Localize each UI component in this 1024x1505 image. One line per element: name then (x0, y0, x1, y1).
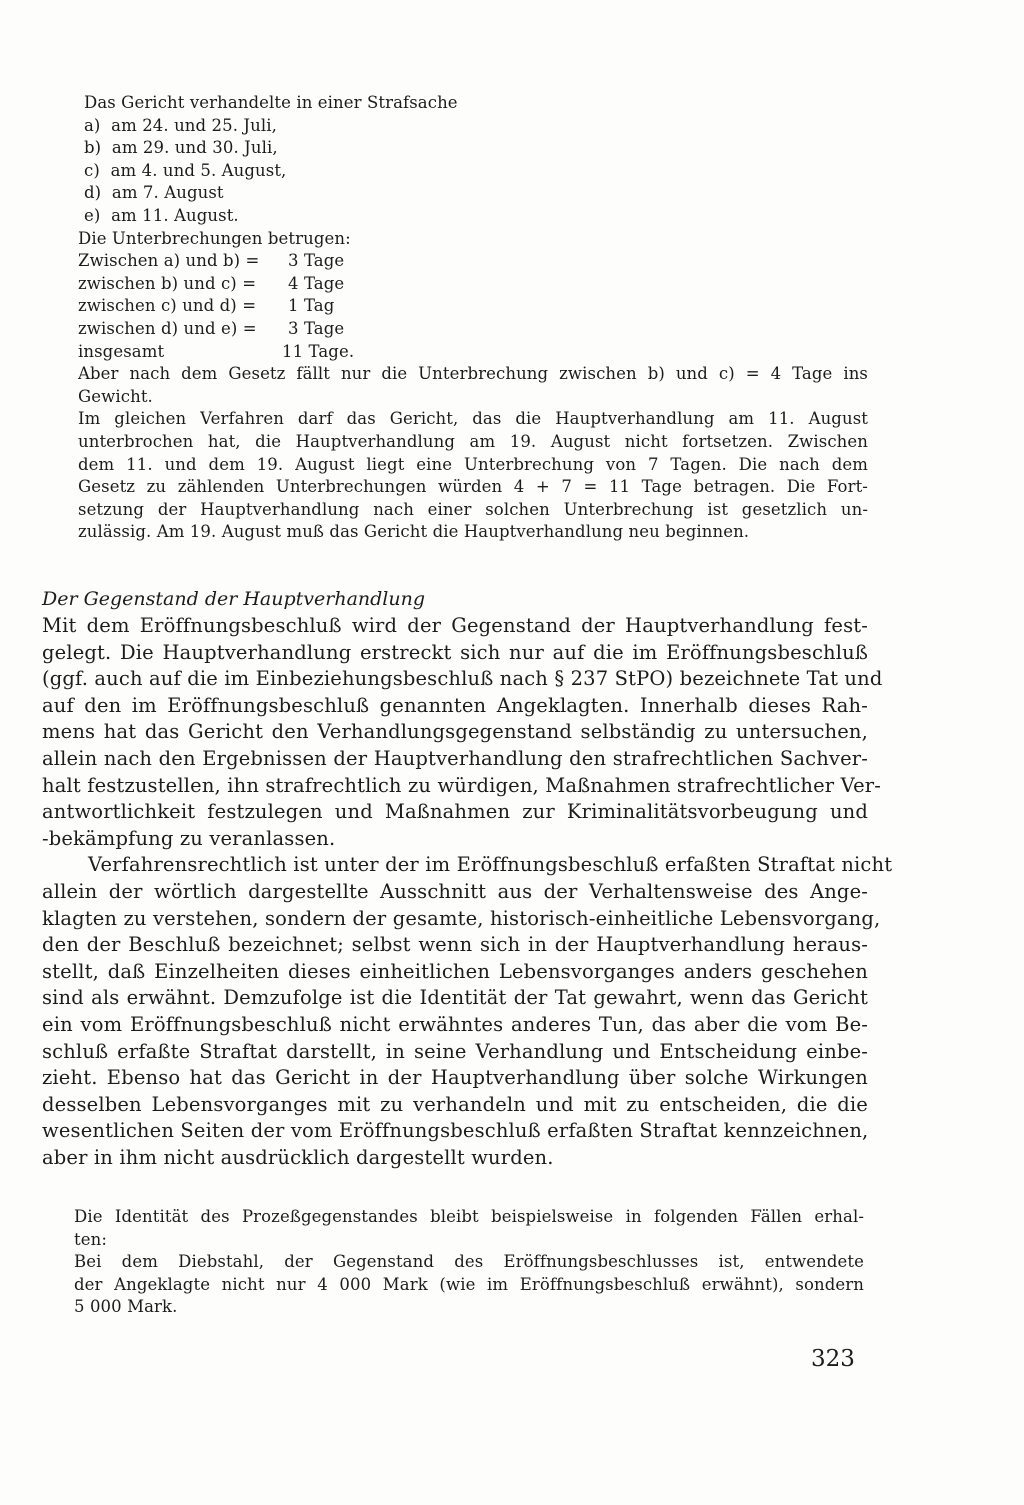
same-procedure-line: zulässig. Am 19. August muß das Gericht die Hauptverhandlung neu beginnen. (78, 522, 750, 542)
interruption-label: Zwischen a) und b) = (78, 251, 260, 271)
example-intro: Das Gericht verhandelte in einer Strafsache (84, 93, 458, 112)
identity-note-line: der Angeklagte nicht nur 4 000 Mark (wie im Eröffnungsbeschluß erwähnt), sondern (74, 1274, 864, 1294)
law-note-line: Aber nach dem Gesetz fällt nur die Unterbrechung zwischen b) und c) = 4 Tage ins (78, 364, 868, 384)
paragraph-line: zieht. Ebenso hat das Gericht in der Hauptverhandlung über solche Wirkungen (42, 1066, 868, 1090)
paragraph-line: mens hat das Gericht den Verhandlungsgegenstand selbständig zu untersuchen, (42, 720, 868, 744)
paragraph-line: Verfahrensrechtlich ist unter der im Eröffnungsbeschluß erfaßten Straftat nicht (88, 853, 893, 877)
page-number: 323 (811, 1346, 855, 1372)
interruption-value: 3 Tage (288, 251, 345, 271)
paragraph-line: Mit dem Eröffnungsbeschluß wird der Gegenstand der Hauptverhandlung fest- (42, 614, 868, 637)
interruption-total-value: 11 Tage. (282, 341, 355, 361)
paragraph-line: -bekämpfung zu veranlassen. (42, 826, 336, 850)
paragraph-line: halt festzustellen, ihn strafrechtlich zu würdigen, Maßnahmen strafrechtlicher Ver- (42, 773, 881, 797)
date-item: a) am 24. und 25. Juli, (84, 115, 277, 135)
same-procedure-line: Im gleichen Verfahren darf das Gericht, das die Hauptverhandlung am 11. August (78, 409, 868, 429)
section-heading: Der Gegenstand der Hauptverhandlung (42, 588, 426, 610)
paragraph-line: (ggf. auch auf die im Einbeziehungsbeschluß nach § 237 StPO) bezeichnete Tat und (42, 667, 883, 691)
paragraph-line: schluß erfaßte Straftat darstellt, in seine Verhandlung und Entscheidung einbe- (42, 1039, 868, 1063)
paragraph-line: desselben Lebensvorganges mit zu verhandeln und mit zu entscheiden, die die (42, 1092, 868, 1116)
same-procedure-line: unterbrochen hat, die Hauptverhandlung am 19. August nicht fortsetzen. Zwischen (78, 431, 868, 451)
section-body (42, 613, 893, 1171)
paragraph-line: allein der wörtlich dargestellte Ausschnitt aus der Verhaltensweise des Ange- (42, 879, 868, 903)
date-item: c) am 4. und 5. August, (84, 160, 287, 180)
paragraph-line: gelegt. Die Hauptverhandlung erstreckt sich nur auf die im Eröffnungsbeschluß (42, 640, 868, 664)
interruption-row (78, 295, 868, 318)
interruption-label: zwischen d) und e) = (78, 318, 257, 338)
same-procedure-line: Gesetz zu zählenden Unterbrechungen würden 4 + 7 = 11 Tage betragen. Die Fort- (78, 477, 868, 497)
interruption-label: zwischen b) und c) = (78, 273, 257, 293)
interruption-row (78, 318, 868, 341)
same-procedure-line: dem 11. und dem 19. August liegt eine Unterbrechung von 7 Tagen. Die nach dem (78, 454, 868, 474)
identity-note (74, 1206, 864, 1319)
date-item: e) am 11. August. (84, 205, 239, 225)
date-item: d) am 7. August (84, 183, 224, 203)
interruption-total-label: insgesamt (78, 341, 165, 361)
interruption-value: 1 Tag (288, 296, 335, 316)
interruption-total-row (78, 341, 868, 364)
example-block (78, 92, 868, 544)
paragraph-line: auf den im Eröffnungsbeschluß genannten Angeklagten. Innerhalb dieses Rah- (42, 693, 868, 717)
paragraph-line: klagten zu verstehen, sondern der gesamte, historisch-einheitliche Lebensvorgang, (42, 906, 881, 930)
paragraph-line: sind als erwähnt. Demzufolge ist die Identität der Tat gewahrt, wenn das Gericht (42, 986, 868, 1010)
interruption-row (78, 273, 868, 296)
identity-note-line: Die Identität des Prozeßgegenstandes bleibt beispielsweise in folgenden Fällen erhal- (74, 1207, 864, 1226)
interruption-value: 4 Tage (288, 273, 345, 293)
identity-note-line: ten: (74, 1229, 107, 1249)
paragraph-line: aber in ihm nicht ausdrücklich dargestellt wurden. (42, 1145, 554, 1169)
date-item: b) am 29. und 30. Juli, (84, 138, 278, 158)
interruption-label: zwischen c) und d) = (78, 296, 257, 316)
interruptions-title: Die Unterbrechungen betrugen: (78, 228, 351, 248)
same-procedure-line: setzung der Hauptverhandlung nach einer solchen Unterbrechung ist gesetzlich un- (78, 499, 868, 519)
paragraph-line: stellt, daß Einzelheiten dieses einheitlichen Lebensvorganges anders geschehen (42, 959, 868, 983)
paragraph-line: antwortlichkeit festzulegen und Maßnahmen zur Kriminalitätsvorbeugung und (42, 800, 868, 824)
paragraph-line: ein vom Eröffnungsbeschluß nicht erwähntes anderes Tun, das aber die vom Be- (42, 1012, 868, 1036)
identity-note-line: Bei dem Diebstahl, der Gegenstand des Eröffnungsbeschlusses ist, entwendete (74, 1252, 864, 1272)
paragraph-line: wesentlichen Seiten der vom Eröffnungsbeschluß erfaßten Straftat kennzeichnen, (42, 1119, 869, 1143)
interruption-value: 3 Tage (288, 318, 345, 338)
law-note-line: Gewicht. (78, 386, 153, 406)
paragraph-line: den der Beschluß bezeichnet; selbst wenn sich in der Hauptverhandlung heraus- (42, 933, 868, 957)
paragraph-line: allein nach den Ergebnissen der Hauptverhandlung den strafrechtlichen Sachver- (42, 746, 868, 770)
interruption-row (78, 250, 868, 273)
identity-note-line: 5 000 Mark. (74, 1297, 178, 1317)
